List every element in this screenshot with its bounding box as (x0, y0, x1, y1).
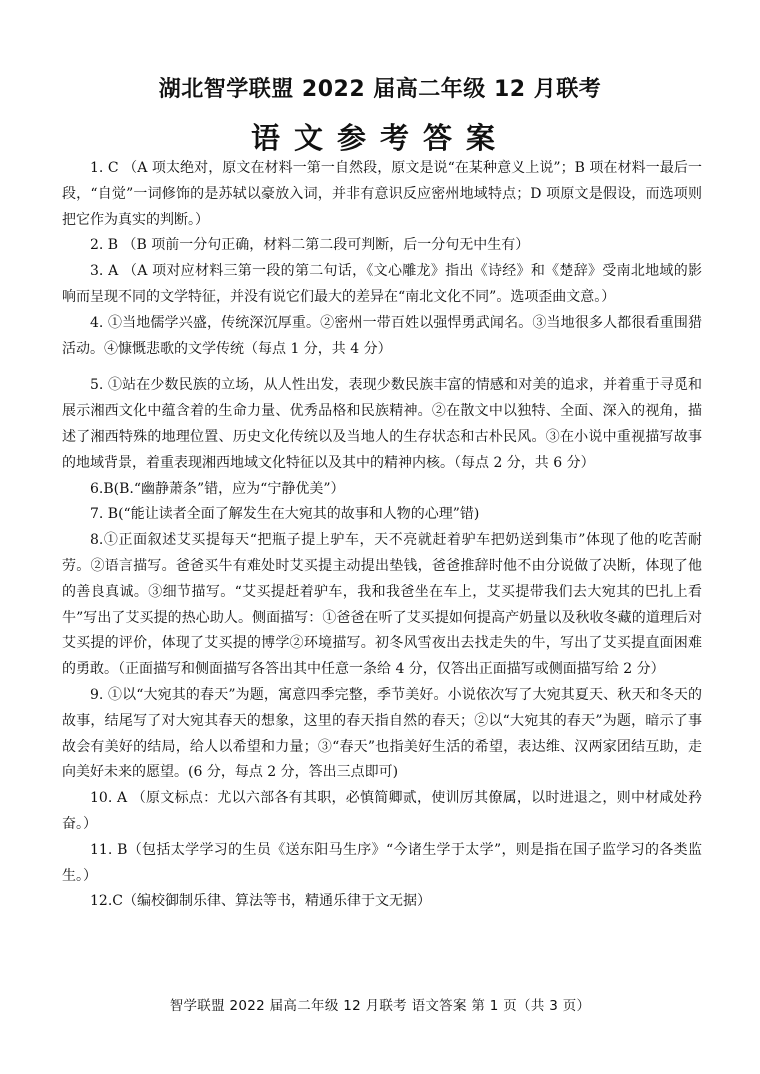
answer-item-2: 2. B （B 项前一分句正确，材料二第二段可判断，后一分句无中生有） (90, 237, 530, 254)
answer-item-6: 6.B(B.“幽静萧条”错，应为“宁静优美”） (90, 480, 345, 497)
answer-item-11: 11. B（包括太学学习的生员《送东阳马生序》“今诸生学于太学”，则是指在国子监学习的各类监生。） (62, 841, 702, 884)
answer-item-8: 8.①正面叙述艾买提每天“把瓶子提上驴车，天不亮就赶着驴车把奶送到集市”体现了他的吃苦耐劳。②语言描写。爸爸买牛有难处时艾买提主动提出垫钱，爸爸推辞时他不由分说做了决断，体现了他的善良真诚。③细节描写。“艾买提赶着驴车，我和我爸坐在车上，艾买提带我们去大宛其的巴扎上看牛”写出了艾买提的热心助人。侧面描写：①爸爸在听了艾买提如何提高产奶量以及秋收冬藏的道理后对艾买提的评价，体现了艾买提的博学②环境描写。初冬风雪夜出去找走失的牛，写出了艾买提直面困难的勇敢。（正面描写和侧面描写各答出其中任意一条给 4 分，仅答出正面描写或侧面描写给 2 分） (62, 532, 702, 678)
answer-item-5: 5. ①站在少数民族的立场，从人性出发，表现少数民族丰富的情感和对美的追求，并着重于寻觅和展示湘西文化中蕴含着的生命力量、优秀品格和民族精神。②在散文中以独特、全面、深入的视角，描述了湘西特殊的地理位置、历史文化传统以及当地人的生存状态和古朴民风。③在小说中重视描写故事的地域背景，着重表现湘西地域文化特征以及其中的精神内核。（每点 2 分，共 6 分） (62, 377, 702, 471)
answer-item-10: 10. A （原文标点：尤以六部各有其职，必慎简卿贰，使训厉其僚属，以时进退之，则中材咸处矜奋。） (62, 790, 702, 832)
answer-list (62, 156, 702, 915)
answer-item-4: 4. ①当地儒学兴盛，传统深沉厚重。②密州一带百姓以强悍勇武闻名。③当地很多人都很看重围猎活动。④慷慨悲歌的文学传统（每点 1 分，共 4 分） (62, 314, 702, 357)
page-footer: 智学联盟 2022 届高二年级 12 月联考 语文答案 第 1 页（共 3 页） (169, 998, 591, 1014)
document-subtitle: 语文参考答案 (250, 121, 509, 155)
section-gap (62, 362, 702, 373)
answer-item-9: 9. ①以“大宛其的春天”为题，寓意四季完整，季节美好。小说依次写了大宛其夏天、秋天和冬天的故事，结尾写了对大宛其春天的想象，这里的春天指自然的春天；②以“大宛其的春天”为题，暗示了事故会有美好的结局，给人以希望和力量；③“春天”也指美好生活的希望，表达维、汉两家团结互助，走向美好未来的愿望。(6 分，每点 2 分，答出三点即可) (62, 686, 702, 781)
answer-item-7: 7. B(“能让读者全面了解发生在大宛其的故事和人物的心理”错) (90, 506, 480, 523)
answer-item-3: 3. A （A 项对应材料三第一段的第二句话，《文心雕龙》指出《诗经》和《楚辞》受南北地域的影响而呈现不同的文学特征，并没有说它们最大的差异在“南北文化不同”。选项歪曲文意。） (62, 263, 702, 305)
answer-item-12: 12.C（编校御制乐律、算法等书，精通乐律于文无据） (90, 893, 431, 910)
answer-item-1: 1. C （A 项太绝对，原文在材料一第一自然段，原文是说“在某种意义上说”；B 项在材料一最后一段，“自觉”一词修饰的是苏轼以豪放入词，并非有意识反应密州地域特点；D 项原文是假设，而选项则把它作为真实的判断。） (62, 160, 702, 228)
exam-title: 湖北智学联盟 2022 届高二年级 12 月联考 (158, 77, 602, 102)
